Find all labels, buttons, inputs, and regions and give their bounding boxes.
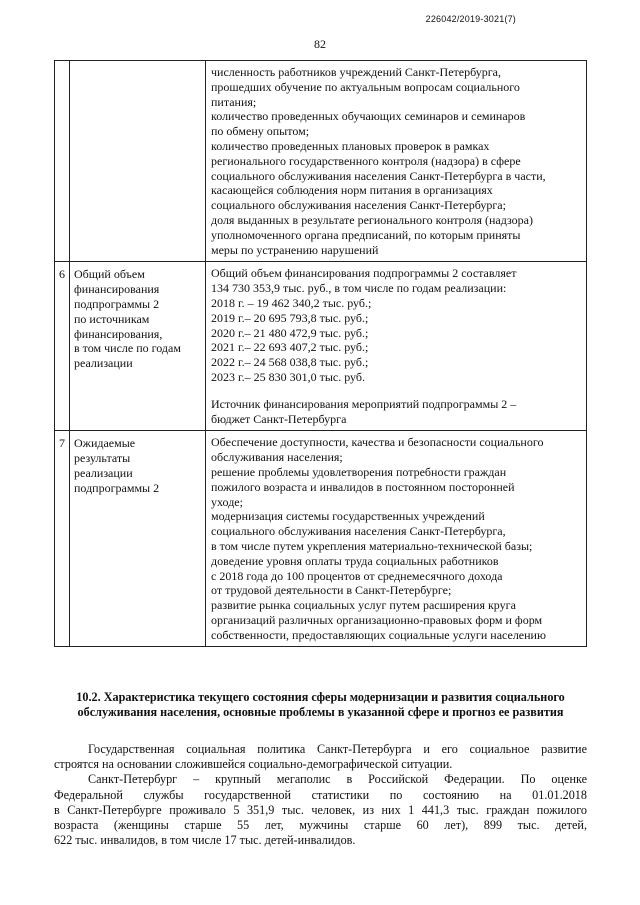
table-line: регионального государственного контроля (надзора) в сфере [211,153,521,168]
section-body [54,742,587,848]
table-line: 2018 г. – 19 462 340,2 тыс. руб.; [211,295,372,310]
table-line: прошедших обучение по актуальным вопросам социального [211,79,520,94]
label-line: Ожидаемые [74,436,136,451]
table-line: бюджет Санкт-Петербурга [211,411,347,426]
table-line: 134 730 353,9 тыс. руб., в том числе по годам реализации: [211,281,507,296]
paragraph-line: строятся на основании сложившейся социально-демографической ситуации. [54,757,453,772]
table-row-7 [55,431,587,647]
table-line: от трудовой деятельности в Санкт-Петербурге; [211,583,452,598]
table-line: социального обслуживания населения Санкт-Петербурга; [211,198,506,213]
table-line: 2020 г.– 21 480 472,9 тыс. руб.; [211,325,369,340]
table-line: питания; [211,94,257,109]
row-content-cell [206,431,587,647]
paragraph-line: Санкт-Петербург – крупный мегаполис в Российской Федерации. По оценке [88,772,587,787]
table-line: собственности, предоставляющих социальные услуги населению [211,627,546,642]
table-line: модернизация системы государственных учреждений [211,509,485,524]
table-line: социального обслуживания населения Санкт-Петербурга, [211,524,506,539]
table-line: уполномоченного органа предписаний, по которым приняты [211,227,521,242]
table-row-6 [55,262,587,431]
paragraph-line: 622 тыс. инвалидов, в том числе 17 тыс. детей-инвалидов. [54,833,356,848]
table-line: социального обслуживания населения Санкт-Петербурга в части, [211,168,546,183]
table-row-continuation [55,61,587,262]
table-line: доля выданных в результате регионального контроля (надзора) [211,212,534,227]
row-label-cell [70,262,206,431]
label-line: результаты [74,451,131,466]
table-line: пожилого возраста и инвалидов в постоянном посторонней [211,479,515,494]
paragraph-line: Федеральной службы государственной статистики по состоянию на 01.01.2018 [54,787,587,802]
heading-line: 10.2. Характеристика текущего состояния сферы модернизации и развития социального [76,690,565,704]
table-line: уходе; [211,494,243,509]
table-line: Обеспечение доступности, качества и безопасности социального [211,435,544,450]
table-line: решение проблемы удовлетворения потребности граждан [211,464,507,479]
label-line: финансирования [74,282,160,297]
table-line: развитие рынка социальных услуг путем расширения круга [211,598,516,613]
label-line: реализации [74,356,133,371]
heading-line: обслуживания населения, основные проблемы в указанной сфере и прогноз ее развития [77,705,564,719]
table-line: численность работников учреждений Санкт-Петербурга, [211,65,502,79]
table-line: обслуживания населения; [211,450,343,465]
label-line: Общий объем [74,267,145,282]
row-label-cell [70,61,206,262]
page-number: 82 [314,37,326,51]
row-number-cell [55,61,70,262]
table-line: меры по устранению нарушений [211,242,379,257]
row-content-cell [206,262,587,431]
section-heading [54,690,587,720]
paragraph-line: Государственная социальная политика Санкт-Петербурга и его социальное развитие [88,742,587,756]
passport-table [54,60,587,647]
table-line: доведение уровня оплаты труда социальных работников [211,553,499,568]
row-number-cell: 6 [55,262,70,431]
document-number: 226042/2019-3021(7) [425,14,516,24]
table-line: в том числе путем укрепления материально-технической базы; [211,538,533,553]
table-line: касающейся соблюдения норм питания в организациях [211,183,493,198]
table-line: 2023 г.– 25 830 301,0 тыс. руб. [211,369,365,384]
spacer [211,385,584,397]
table-line: по обмену опытом; [211,124,310,139]
paragraph-line: возраста (женщины старше 55 лет, мужчины старше 60 лет), 899 тыс. детей, [54,818,587,833]
table-line: Источник финансирования мероприятий подпрограммы 2 – [211,396,517,411]
label-line: по источникам [74,311,150,326]
table-line: 2022 г.– 24 568 038,8 тыс. руб.; [211,355,369,370]
row-content-cell [206,61,587,262]
paragraph-line: в Санкт-Петербурге проживало 5 351,9 тыс. человек, из них 1 441,3 тыс. граждан пожилого [54,802,587,817]
label-line: подпрограммы 2 [74,480,160,495]
table-line: количество проведенных обучающих семинаров и семинаров [211,109,526,124]
label-line: подпрограммы 2 [74,296,160,311]
label-line: реализации [74,465,133,480]
table-line: с 2018 года до 100 процентов от среднемесячного дохода [211,568,503,583]
table-line: 2021 г.– 22 693 407,2 тыс. руб.; [211,340,369,355]
row-number-cell: 7 [55,431,70,647]
row-label-cell [70,431,206,647]
label-line: в том числе по годам [74,341,181,356]
table-line: организаций различных организационно-правовых форм и форм [211,612,543,627]
table-line: 2019 г.– 20 695 793,8 тыс. руб.; [211,310,369,325]
label-line: финансирования, [74,326,163,341]
table-line: Общий объем финансирования подпрограммы 2 составляет [211,266,517,281]
table-line: количество проведенных плановых проверок в рамках [211,138,490,153]
